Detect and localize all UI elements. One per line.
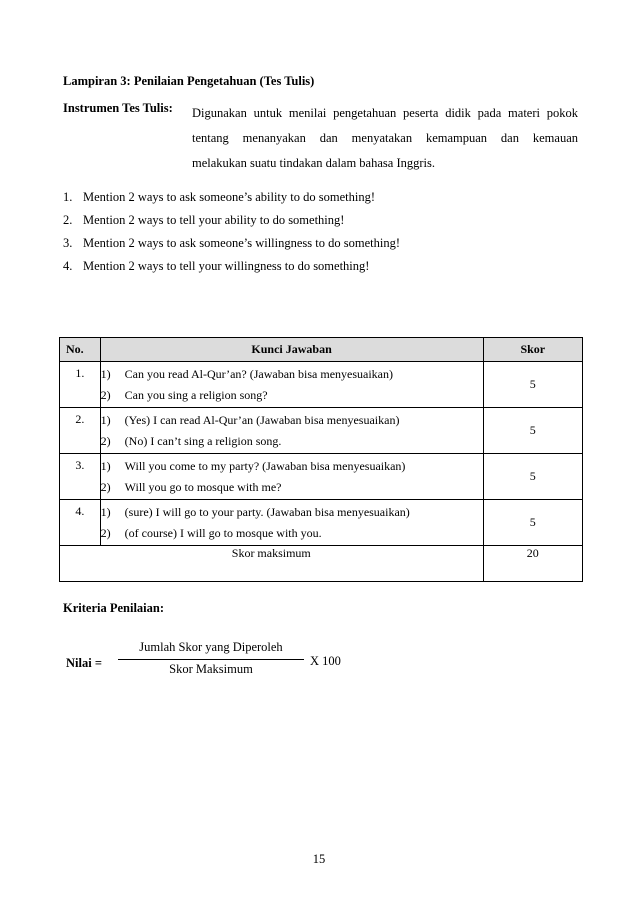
question-item <box>63 186 400 209</box>
answer-number: 1) <box>100 412 111 427</box>
answer-number: 2) <box>100 479 111 494</box>
answer-number: 1) <box>100 366 111 381</box>
table-row <box>60 362 583 408</box>
question-text: Mention 2 ways to ask someone’s ability to do something! <box>83 190 375 204</box>
total-label: Skor maksimum <box>60 546 484 582</box>
answer-number: 2) <box>100 433 111 448</box>
row-number: 4. <box>60 500 101 546</box>
row-answers <box>100 408 483 454</box>
question-text: Mention 2 ways to ask someone’s willingness to do something! <box>83 236 400 250</box>
formula-denominator: Skor Maksimum <box>169 662 253 676</box>
total-row <box>60 546 583 582</box>
answer-text: Can you read Al-Qur’an? (Jawaban bisa menyesuaikan) <box>124 366 394 381</box>
header-no: No. <box>60 338 101 362</box>
answer-text: Can you sing a religion song? <box>124 387 268 402</box>
question-number: 3. <box>63 236 73 250</box>
table-row <box>60 408 583 454</box>
question-item <box>63 209 400 232</box>
row-answers <box>100 454 483 500</box>
formula-numerator: Jumlah Skor yang Diperoleh <box>139 640 283 654</box>
answer-text: (No) I can’t sing a religion song. <box>124 433 282 448</box>
answer-number: 2) <box>100 525 111 540</box>
answer-number: 2) <box>100 387 111 402</box>
instrument-line: tentang menanyakan dan menyatakan kemampuan dan kemauan <box>192 131 578 145</box>
total-value: 20 <box>483 546 582 582</box>
row-number: 2. <box>60 408 101 454</box>
instrument-label: Instrumen Tes Tulis: <box>63 101 173 115</box>
answer-number: 1) <box>100 458 111 473</box>
question-item <box>63 232 400 255</box>
table-header-row <box>60 338 583 362</box>
header-key: Kunci Jawaban <box>100 338 483 362</box>
row-answers <box>100 500 483 546</box>
instrument-description <box>192 101 578 176</box>
page-number: 15 <box>312 852 326 866</box>
formula-multiplier: X 100 <box>310 654 341 668</box>
table-row <box>60 500 583 546</box>
question-number: 4. <box>63 259 73 273</box>
question-text: Mention 2 ways to tell your ability to do something! <box>83 213 345 227</box>
fraction-bar <box>118 659 304 660</box>
answer-number: 1) <box>100 504 111 519</box>
score-formula <box>118 640 304 677</box>
answer-text: (of course) I will go to mosque with you. <box>124 525 322 540</box>
answer-key-table <box>59 337 583 582</box>
criteria-title: Kriteria Penilaian: <box>63 601 165 615</box>
question-text: Mention 2 ways to tell your willingness to do something! <box>83 259 370 273</box>
answer-text: (sure) I will go to your party. (Jawaban bisa menyesuaikan) <box>124 504 410 519</box>
answer-text: Will you go to mosque with me? <box>124 479 282 494</box>
table-row <box>60 454 583 500</box>
row-number: 3. <box>60 454 101 500</box>
instrument-line: Digunakan untuk menilai pengetahuan peserta didik pada materi pokok <box>192 106 578 120</box>
row-score: 5 <box>483 454 582 500</box>
question-list <box>63 186 400 278</box>
question-number: 2. <box>63 213 73 227</box>
row-answers <box>100 362 483 408</box>
nilai-label: Nilai = <box>66 656 102 670</box>
row-number: 1. <box>60 362 101 408</box>
page-heading: Lampiran 3: Penilaian Pengetahuan (Tes Tulis) <box>63 74 315 88</box>
row-score: 5 <box>483 408 582 454</box>
question-number: 1. <box>63 190 73 204</box>
instrument-line: melakukan suatu tindakan dalam bahasa Inggris. <box>192 156 435 170</box>
answer-text: Will you come to my party? (Jawaban bisa menyesuaikan) <box>124 458 406 473</box>
row-score: 5 <box>483 362 582 408</box>
question-item <box>63 255 400 278</box>
row-score: 5 <box>483 500 582 546</box>
header-score: Skor <box>483 338 582 362</box>
answer-text: (Yes) I can read Al-Qur’an (Jawaban bisa menyesuaikan) <box>124 412 400 427</box>
